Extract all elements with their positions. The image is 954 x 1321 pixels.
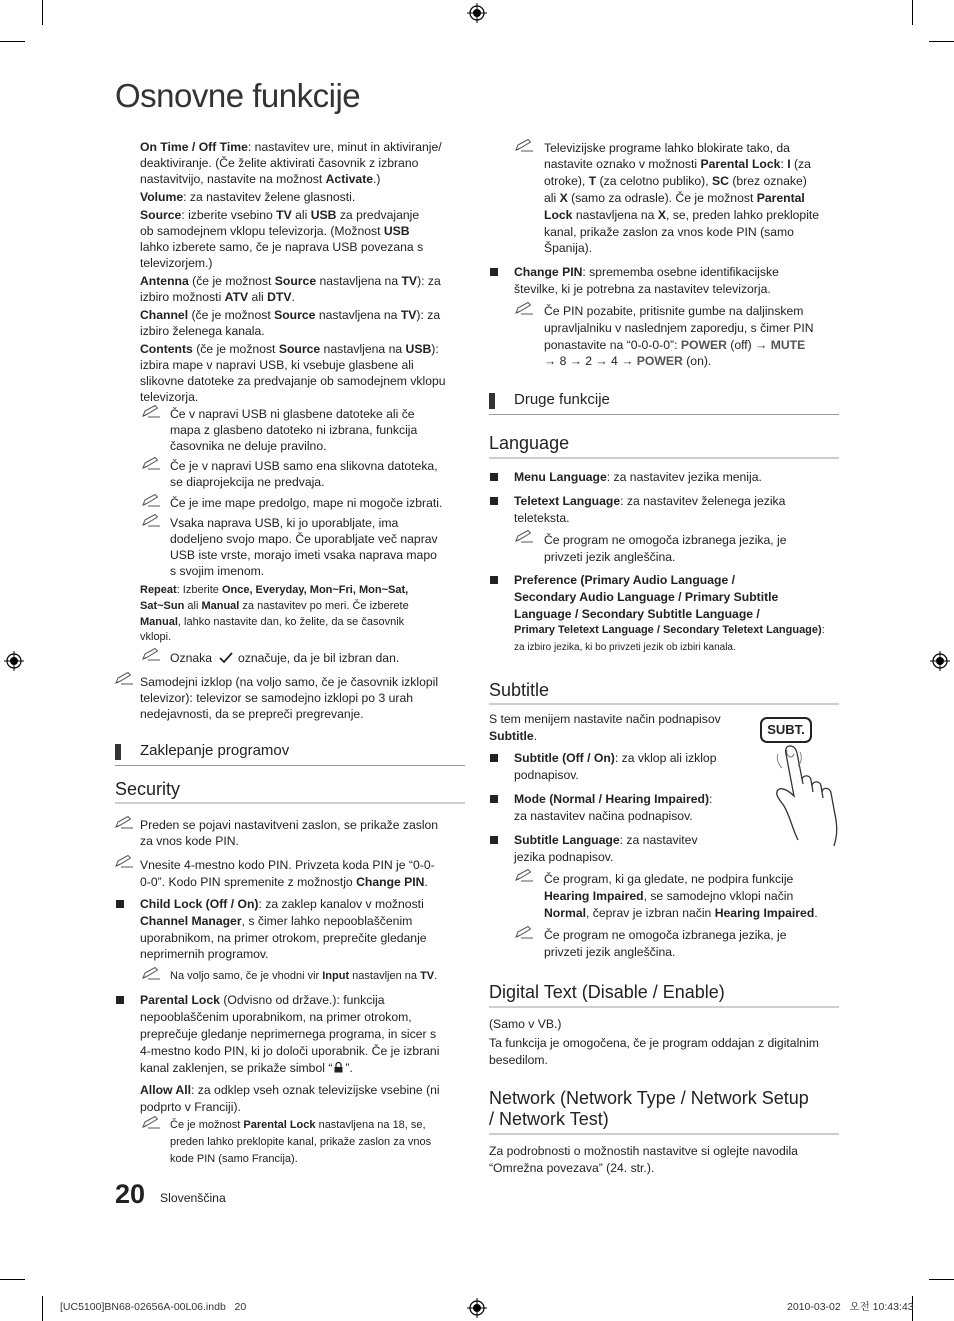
checkmark-icon: [219, 652, 233, 664]
auto-off-line: televizor): televizor se samodejno izklopi po 3 urah: [140, 691, 413, 705]
note-icon: [514, 529, 534, 543]
allow-all-line: Allow All: za odklep vseh oznak televizijske vsebine (ni: [140, 1083, 440, 1097]
page-number: 20: [115, 1179, 146, 1209]
tv-note-line: nastavite oznako v možnosti Parental Lock: I (za: [544, 157, 811, 171]
digital-text-line: Ta funkcija je omogočena, če je program oddajan z digitalnim: [489, 1036, 819, 1050]
oznaka-text: označuje, da je bil izbran dan.: [238, 651, 400, 665]
contents-line-2: izbira mape v napravi USB, ki vsebuje glasbene ali: [140, 358, 414, 372]
network-line: “Omrežna povezava” (24. str.).: [489, 1161, 655, 1175]
repeat-line-1: Repeat: Izberite Once, Everyday, Mon~Fri, Mon~Sat,: [140, 584, 409, 596]
source-line-1: Source: izberite vsebino TV ali USB za predvajanje: [140, 208, 420, 222]
on-time-line-1: On Time / Off Time: nastavitev ure, minut in aktiviranje/: [140, 140, 442, 154]
security-note-line: za vnos kode PIN.: [140, 834, 239, 848]
subtitle-intro: S tem menijem nastavite način podnapisov: [489, 712, 721, 726]
page-title: Osnovne funkcije: [115, 77, 361, 114]
subtitle-lang-note-line: Če program ne omogoča izbranega jezika, je: [544, 928, 787, 942]
section-rule: [489, 414, 839, 415]
crop-mark: [929, 41, 954, 42]
preference-line: Preference (Primary Audio Language /: [514, 573, 736, 587]
bullet-icon: [490, 497, 498, 505]
teletext-language-line: Teletext Language: za nastavitev želenega jezika: [514, 494, 786, 508]
tv-note-line: otroke), T (za celotno publiko), SC (brez oznake): [544, 174, 807, 188]
note-line: Vsaka naprava USB, ki jo uporabljate, ima: [170, 516, 399, 530]
section-heading-lock: Zaklepanje programov: [140, 742, 290, 759]
teletext-language-line: teleteksta.: [514, 511, 570, 525]
note-icon: [141, 513, 161, 527]
channel-line-1: Channel (če je možnost Source nastavljena na TV): za: [140, 308, 441, 322]
repeat-line-2: Sat~Sun ali Manual za nastavitev po meri. Če izberete: [140, 600, 409, 612]
source-line-3: lahko izberete samo, če je naprava USB povezana s: [140, 240, 424, 254]
subt-button-label: SUBT.: [767, 722, 805, 737]
subtitle-language-line: jezika podnapisov.: [514, 850, 614, 864]
crop-mark: [42, 0, 43, 25]
note-line: se diaprojekcija ne predvaja.: [170, 475, 325, 489]
preference-line: Language / Secondary Subtitle Language /: [514, 607, 760, 621]
section-rule: [115, 765, 465, 766]
network-heading-line-2: / Network Test): [489, 1109, 609, 1129]
footer-file-info: [UC5100]BN68-02656A-00L06.indb 20: [60, 1301, 247, 1313]
note-line: s svojim imenom.: [170, 564, 265, 578]
bullet-icon: [490, 473, 498, 481]
tv-note-line: Španija).: [544, 241, 593, 255]
child-lock-note: Na voljo samo, če je vhodni vir Input nastavljen na TV.: [170, 970, 438, 982]
note-line: časovnika ne deluje pravilno.: [170, 439, 327, 453]
child-lock-line: uporabnikom, na primer otrokom, preprečite gledanje: [140, 931, 427, 945]
subtitle-heading: Subtitle: [489, 680, 550, 700]
antenna-line-2: izbiro možnosti ATV ali DTV.: [140, 290, 295, 304]
registration-mark-icon: [467, 1298, 487, 1318]
auto-off-line: nedejavnosti, da se prepreči pregrevanje.: [140, 707, 364, 721]
section-heading-other: Druge funkcije: [514, 391, 610, 408]
source-line-4: televizorjem.): [140, 256, 213, 270]
parental-note-line: preden lahko preklopite kanal, prikaže zaslon za vnos: [170, 1136, 432, 1148]
hand-pressing-icon: [770, 740, 844, 848]
pin-note-line: upravljalniku v naslednjem zaporedju, s čimer PIN: [544, 321, 814, 335]
section-marker: [489, 393, 495, 409]
note-line: USB iste vrste, morajo imeti vsaka naprava mapo: [170, 548, 437, 562]
child-lock-line: Channel Manager, s čimer lahko nepooblaščenim: [140, 914, 413, 928]
change-pin-line: Change PIN: sprememba osebne identifikacijske: [514, 265, 779, 279]
digital-text-line: besedilom.: [489, 1053, 548, 1067]
oznaka-label: Oznaka: [170, 651, 213, 665]
bullet-icon: [490, 754, 498, 762]
note-icon: [141, 404, 161, 418]
note-line: Če je ime mape predolgo, mape ni mogoče izbrati.: [170, 496, 443, 510]
footer-timestamp: 2010-03-02 오전 10:43:43: [787, 1301, 914, 1313]
section-marker: [115, 744, 121, 760]
security-heading: Security: [115, 779, 181, 799]
pin-note-line: Če PIN pozabite, pritisnite gumbe na daljinskem: [544, 304, 804, 318]
bullet-icon: [116, 996, 124, 1004]
heading-rule: [489, 1006, 839, 1008]
parental-note-line: kode PIN (samo Francija).: [170, 1153, 298, 1165]
network-line: Za podrobnosti o možnostih nastavitve si oglejte navodila: [489, 1144, 798, 1158]
digital-text-line: (Samo v VB.): [489, 1017, 562, 1031]
crop-mark: [912, 0, 913, 25]
page-language: Slovenščina: [160, 1191, 226, 1205]
bullet-icon: [490, 576, 498, 584]
repeat-line-3: Manual, lahko nastavite dan, ko želite, da se časovnik: [140, 616, 405, 628]
mode-line: za nastavitev načina podnapisov.: [514, 809, 693, 823]
bullet-icon: [490, 268, 498, 276]
subtitle-lang-note-line: privzeti jezik angleščina.: [544, 945, 676, 959]
source-line-2: ob samodejnem vklopu televizorja. (Možnost USB: [140, 224, 410, 238]
digital-text-heading: Digital Text (Disable / Enable): [489, 982, 725, 1002]
on-time-line-2: deaktiviranje. (Če želite aktivirati časovnik z izbrano: [140, 156, 419, 170]
crop-mark: [0, 1279, 25, 1280]
lock-icon: [333, 1061, 344, 1073]
parental-note-line: Če je možnost Parental Lock nastavljena na 18, se,: [170, 1119, 426, 1131]
auto-off-line: Samodejni izklop (na voljo samo, če je časovnik izklopil: [140, 675, 439, 689]
language-note-line: Če program ne omogoča izbranega jezika, je: [544, 533, 787, 547]
subtitle-intro: Subtitle.: [489, 729, 538, 743]
note-icon: [514, 301, 534, 315]
parental-lock-line: kanal zaklenjen, se prikaže simbol “ ”.: [140, 1061, 353, 1075]
parental-lock-line: 4-mestno kodo PIN, ki jo določi uporabnik. Če je izbrani: [140, 1044, 440, 1058]
security-note-line: Preden se pojavi nastavitveni zaslon, se prikaže zaslon: [140, 818, 439, 832]
child-lock-line: neprimernih programov.: [140, 947, 269, 961]
hearing-note-line: Če program, ki ga gledate, ne podpira funkcije: [544, 872, 794, 886]
note-icon: [114, 815, 134, 829]
note-icon: [514, 868, 534, 882]
note-icon: [114, 854, 134, 868]
channel-line-2: izbiro želenega kanala.: [140, 324, 265, 338]
contents-line-1: Contents (če je možnost Source nastavljena na USB):: [140, 342, 439, 356]
contents-line-3: slikovne datoteke za predvajanje ob samodejnem vklopu: [140, 374, 446, 388]
bullet-icon: [116, 900, 124, 908]
pin-note-line: ponastavite na “0-0-0-0”: POWER (off) → MUTE: [544, 338, 806, 352]
tv-note-line: kanal, prikaže zaslon za vnos kode PIN (samo: [544, 225, 794, 239]
note-icon: [114, 671, 134, 685]
parental-lock-line: Parental Lock (Odvisno od države.): funkcija: [140, 993, 385, 1007]
crop-mark: [42, 1296, 43, 1321]
crop-mark: [929, 1279, 954, 1280]
language-note-line: privzeti jezik angleščina.: [544, 550, 676, 564]
bullet-icon: [490, 795, 498, 803]
repeat-line-4: vklopi.: [140, 631, 172, 643]
tv-note-line: Televizijske programe lahko blokirate tako, da: [544, 141, 790, 155]
on-time-line-3: nastavitvijo, nastavite na možnost Activate.): [140, 172, 381, 186]
note-line: Če je v napravi USB samo ena slikovna datoteka,: [170, 459, 438, 473]
note-icon: [141, 647, 161, 661]
allow-all-line: podprto v Franciji).: [140, 1100, 241, 1114]
tv-note-line: ali X (samo za odrasle). Če je možnost Parental: [544, 191, 805, 205]
subtitle-onoff-line: podnapisov.: [514, 768, 579, 782]
bullet-icon: [490, 836, 498, 844]
child-lock-line: Child Lock (Off / On): za zaklep kanalov v možnosti: [140, 897, 424, 911]
pin-note-line: → 8 → 2 → 4 → POWER (on).: [544, 354, 712, 368]
note-icon: [141, 966, 161, 980]
change-pin-line: številke, ki je potrebna za nastavitev televizorja.: [514, 282, 771, 296]
note-icon: [141, 456, 161, 470]
parental-lock-line: preprečuje gledanje neprimernega programa, in sicer s: [140, 1027, 437, 1041]
subtitle-language-line: Subtitle Language: za nastavitev: [514, 833, 698, 847]
registration-mark-icon: [4, 651, 24, 671]
note-icon: [141, 493, 161, 507]
contents-line-4: televizorja.: [140, 390, 199, 404]
antenna-line-1: Antenna (če je možnost Source nastavljena na TV): za: [140, 274, 441, 288]
note-icon: [141, 1115, 161, 1129]
mode-line: Mode (Normal / Hearing Impaired):: [514, 792, 713, 806]
preference-line: Secondary Audio Language / Primary Subtitle: [514, 590, 779, 604]
heading-rule: [489, 457, 839, 459]
heading-rule: [115, 802, 465, 804]
tv-note-line: Lock nastavljena na X, se, preden lahko preklopite: [544, 208, 820, 222]
heading-rule: [489, 1133, 839, 1135]
volume-line: Volume: za nastavitev želene glasnosti.: [140, 190, 356, 204]
language-heading: Language: [489, 433, 570, 453]
preference-line: za izbiro jezika, ki bo privzeti jezik ob izbiri kanala.: [514, 642, 736, 653]
hearing-note-line: Normal, čeprav je izbran način Hearing Impaired.: [544, 906, 818, 920]
note-line: mapa z glasbeno datoteko ni izbrana, funkcija: [170, 423, 418, 437]
note-line: dodeljeno svojo mapo. Če uporabljate več naprav: [170, 532, 438, 546]
registration-mark-icon: [467, 3, 487, 23]
note-icon: [514, 138, 534, 152]
security-note-line: 0-0”. Kodo PIN spremenite z možnostjo Change PIN.: [140, 875, 428, 889]
menu-language-line: Menu Language: za nastavitev jezika menija.: [514, 470, 762, 484]
hearing-note-line: Hearing Impaired, se samodejno vklopi način: [544, 889, 794, 903]
subtitle-onoff-line: Subtitle (Off / On): za vklop ali izklop: [514, 751, 717, 765]
security-note-line: Vnesite 4-mestno kodo PIN. Privzeta koda PIN je “0-0-: [140, 858, 435, 872]
preference-line: Primary Teletext Language / Secondary Teletext Language):: [514, 624, 825, 636]
note-icon: [514, 925, 534, 939]
heading-rule: [489, 703, 839, 705]
registration-mark-icon: [930, 651, 950, 671]
crop-mark: [0, 41, 25, 42]
note-line: Če v napravi USB ni glasbene datoteke ali če: [170, 407, 415, 421]
network-heading-line-1: Network (Network Type / Network Setup: [489, 1088, 809, 1108]
parental-lock-line: nepooblaščenim uporabnikom, na primer otrokom,: [140, 1010, 412, 1024]
